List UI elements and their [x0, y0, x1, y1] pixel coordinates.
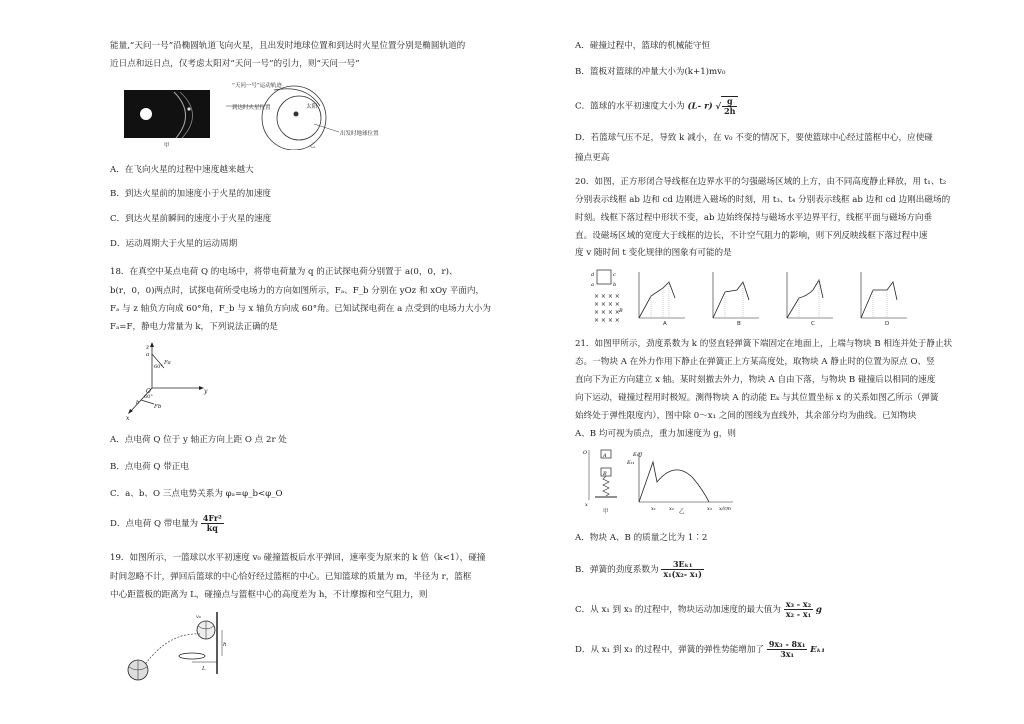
q21-option-c-fraction: [784, 600, 813, 619]
q21-stem-line1: 21．如图甲所示，劲度系数为 k 的竖直轻弹簧下端固定在地面上，上端与物块 B 相连并处于静止状: [575, 339, 953, 349]
q20-option-d-label: D: [885, 321, 890, 327]
q21-option-d-fraction: [767, 640, 808, 659]
q17-fig-earth-label: 出发时地球位置: [340, 131, 379, 137]
q19-stem-line3: 中心距篮板的距离为 L，碰撞点与篮框中心的高度差为 h，不计摩擦和空气阻力，则: [110, 590, 428, 600]
svg-text:a: a: [146, 352, 150, 358]
q19-stem-line1: 19．如图所示，一篮球以水平初速度 v₀ 碰撞篮板后水平弹回，速率变为原来的 k 倍（k<1），碰撞: [110, 553, 486, 563]
svg-text:× × × ×: × × × ×: [594, 317, 620, 324]
svg-text:x: x: [126, 415, 130, 422]
q18-option-d-fraction: [201, 514, 224, 533]
q19-option-d-line2: 撞点更高: [575, 153, 610, 163]
q18-stem-line2: b(r，0，0)两点时，试探电荷所受电场力的方向如图所示，Fₐ、F_b 分别在 yOz 和 xOy 平面内，: [110, 286, 485, 296]
q21-option-b: [575, 560, 704, 579]
q17-option-b: B．到达火星前的加速度小于火星的加速度: [110, 189, 272, 199]
q18-option-c: C．a、b、O 三点电势关系为 φₐ=φ_b<φ_O: [110, 489, 283, 499]
q19-figure: [120, 610, 230, 690]
q21-figure: [583, 448, 743, 516]
svg-text:B: B: [603, 471, 607, 477]
q17-fig-orbit-label: “天问一号”运动轨迹: [232, 83, 282, 89]
q21-stem-line5: 始终处于弹性限度内），图中除 0～x₁ 之间的图线为直线外，其余部分均为曲线。已知物块: [575, 411, 917, 421]
q19-c-radicand: [722, 97, 737, 116]
svg-text:x₃: x₃: [707, 506, 712, 512]
q21-c-denominator: x₂ - x₁: [785, 609, 812, 620]
svg-text:y: y: [204, 388, 208, 395]
q21-c-numerator: x₃ - x₂: [785, 599, 812, 609]
q21-option-a: A．物块 A、B 的质量之比为 1∶2: [575, 533, 708, 543]
q20-stem-line5: 度 v 随时间 t 变化规律的图象有可能的是: [575, 248, 732, 258]
q21-stem-line6: A、B 均可视为质点，重力加速度为 g，则: [575, 429, 736, 439]
q21-option-b-fraction: [661, 560, 704, 579]
q21-option-c-text: C．从 x₁ 到 x₃ 的过程中，物块运动加速度的最大值为: [575, 605, 781, 616]
q21-stem-line2: 态。一物块 A 在外力作用下静止在弹簧正上方某高度处，取物块 A 静止时的位置为原点 O、竖: [575, 357, 935, 367]
q19-option-a: A．碰撞过程中，篮球的机械能守恒: [575, 41, 711, 51]
svg-text:Eₖ₁: Eₖ₁: [627, 460, 635, 466]
q19-stem-line2: 时间忽略不计，弹回后篮球的中心恰好经过篮框的中心。已知篮球的质量为 m，半径为 r，篮框: [110, 572, 472, 582]
svg-text:× × × ×: × × × ×: [594, 309, 620, 316]
svg-text:Eₖ/J: Eₖ/J: [633, 452, 643, 458]
q19-option-c-sqrt: √ $\frac{g}{2h}$: [715, 96, 738, 116]
q20-stem-line3: 时刻。线框下落过程中形状不变，ab 边始终保持与磁场水平边界平行，线框平面与磁场方向垂: [575, 213, 933, 223]
svg-text:O: O: [583, 450, 588, 456]
q20-figure: [589, 268, 919, 328]
q18-stem-line3: Fₐ 与 z 轴负方向成 60°角，F_b 与 x 轴负方向成 60°角。已知试探电荷在 a 点受到的电场力大小为: [110, 304, 491, 314]
q21-fig-label-a: 甲: [603, 509, 609, 515]
q18-d-numerator: 4Fr²: [202, 513, 222, 523]
q21-fig-label-b: 乙: [679, 509, 685, 515]
svg-text:× × × ×: × × × ×: [594, 301, 620, 308]
q21-option-d-ek: Eₖ₁: [810, 645, 825, 656]
svg-text:v₀: v₀: [196, 614, 201, 620]
q18-option-d: [110, 514, 224, 533]
svg-text:c: c: [613, 272, 616, 278]
svg-text:z: z: [146, 344, 150, 351]
q19-option-c-expr: (L- r): [687, 101, 713, 112]
q21-b-numerator: 3Eₖ₁: [661, 560, 704, 570]
svg-text:O: O: [146, 388, 151, 395]
svg-text:x₂: x₂: [669, 506, 674, 512]
q19-option-b: B．篮板对篮球的冲量大小为(k+1)mv₀: [575, 67, 726, 77]
q20-stem-line1: 20．如图，正方形闭合导线框在边界水平的匀强磁场区域的上方，由不同高度静止释放，用 t₁、t₂: [575, 177, 947, 187]
q17-intro-line2: 近日点和远日点，仅考虑太阳对“天问一号”的引力，则“天问一号”: [110, 59, 360, 69]
q18-figure: [124, 340, 224, 422]
q21-stem-line3: 直向下为正方向建立 x 轴。某时刻撤去外力，物块 A 自由下落，与物块 B 碰撞后以相同的速度: [575, 375, 936, 385]
q21-option-c-g: g: [815, 605, 822, 616]
svg-text:b: b: [613, 282, 617, 288]
q19-option-c-text: C．篮球的水平初速度大小为: [575, 101, 685, 112]
q17-fig-label-a: 甲: [164, 143, 170, 149]
q17-fig-label-b: 乙: [310, 143, 316, 149]
svg-text:Fa: Fa: [164, 360, 171, 366]
q20-stem-line4: 直。设磁场区域的宽度大于线框的边长，不计空气阻力的影响，则下列反映线框下落过程中速: [575, 231, 928, 241]
svg-text:× × × ×: × × × ×: [594, 293, 620, 300]
svg-text:d: d: [591, 272, 595, 278]
q18-stem-line4: Fₐ=F，静电力常量为 k，下列说法正确的是: [110, 322, 278, 332]
svg-text:60°: 60°: [144, 394, 153, 400]
q18-option-a: A．点电荷 Q 位于 y 轴正方向上距 O 点 2r 处: [110, 435, 287, 445]
q18-stem-line1: 18．在真空中某点电荷 Q 的电场中，将带电荷量为 q 的正试探电荷分别置于 a(0，0，r)、: [110, 267, 458, 277]
q19-c-rad-den: 2h: [724, 106, 736, 117]
svg-text:A: A: [603, 453, 607, 459]
q21-stem-line4: 向下运动，碰撞过程用时极短。测得物块 A 的动能 Eₖ 与其位置坐标 x 的关系如图乙所示（弹簧: [575, 393, 939, 403]
svg-text:60°: 60°: [154, 364, 163, 370]
q17-fig-mars-label: 到达时火星位置: [232, 105, 271, 111]
q17-option-d: D．运动周期大于火星的运动周期: [110, 239, 238, 249]
q17-option-c: C．到达火星前瞬间的速度小于火星的速度: [110, 214, 272, 224]
q17-fig-sun-label: 太阳: [306, 104, 318, 110]
q17-figure: [124, 82, 414, 150]
q20-option-c-label: C: [811, 321, 815, 327]
q20-stem-line2: 分别表示线框 ab 边和 cd 边刚进入磁场的时刻，用 t₃、t₄ 分别表示线框 ab 边和 cd 边刚出磁场的: [575, 195, 951, 205]
q21-option-c: [575, 600, 822, 619]
q21-option-d-text: D．从 x₁ 到 x₃ 的过程中，弹簧的弹性势能增加了: [575, 645, 765, 656]
q19-c-rad-num: g: [722, 97, 737, 107]
q20-option-b-label: B: [737, 321, 741, 327]
q20-option-a-label: A: [663, 321, 667, 327]
q17-option-a: A．在飞向火星的过程中速度越来越大: [110, 165, 254, 175]
svg-text:b: b: [136, 400, 140, 406]
q21-option-b-text: B．弹簧的劲度系数为: [575, 565, 659, 576]
svg-text:h: h: [223, 642, 227, 648]
q18-option-d-text: D．点电荷 Q 带电量为: [110, 519, 199, 530]
q18-d-denominator: kq: [206, 523, 218, 534]
q21-d-numerator: 9x₃ - 8x₁: [768, 639, 806, 649]
q17-intro-line1: 能量,“天问一号”沿椭圆轨道飞向火星，且出发时地球位置和到达时火星位置分别是椭圆轨道的: [110, 41, 466, 51]
q19-option-d-line1: D．若篮球气压不足，导致 k 减小，在 v₀ 不变的情况下，要使篮球中心经过篮框中心，应使碰: [575, 133, 933, 143]
svg-text:x: x: [585, 502, 588, 508]
svg-text:x₁: x₁: [651, 506, 656, 512]
svg-text:x/cm: x/cm: [719, 506, 732, 512]
q21-option-d: [575, 640, 825, 659]
q21-b-denominator: x₁(x₂- x₁): [663, 569, 702, 580]
q19-option-c: [575, 96, 738, 116]
svg-text:Fb: Fb: [154, 404, 162, 410]
q21-d-denominator: 3x₁: [780, 649, 795, 660]
q18-option-b: B．点电荷 Q 带正电: [110, 462, 189, 472]
svg-text:B: B: [619, 308, 623, 314]
svg-text:a: a: [591, 282, 594, 288]
svg-text:L: L: [202, 666, 206, 672]
